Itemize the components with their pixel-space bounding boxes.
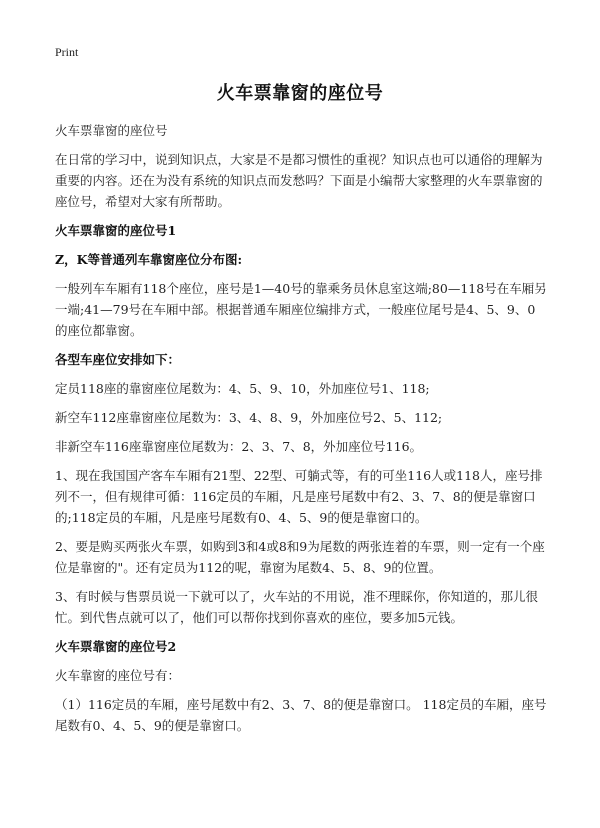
section-heading-1: 火车票靠窗的座位号1 <box>55 223 177 238</box>
page-title: 火车票靠窗的座位号 <box>216 83 384 104</box>
car-type-112-paragraph: 新空车112座靠窗座位尾数为：3、4、8、9，外加座位号2、5、112; <box>55 410 443 425</box>
article-body <box>55 120 547 744</box>
window-seat-intro-paragraph: 火车靠窗的座位号有： <box>55 668 181 683</box>
car-type-118-paragraph: 定员118座的靠窗座位尾数为：4、5、9、10，外加座位号1、118; <box>55 381 430 396</box>
intro-paragraph: 在日常的学习中，说到知识点，大家是不是都习惯性的重视？知识点也可以通俗的理解为重要的内容。还在为没有系统的知识点而发愁吗？下面是小编帮大家整理的火车票靠窗的座位号，希望对大家有所帮助。 <box>55 152 543 209</box>
car-type-116-paragraph: 非新空车116座靠窗座位尾数为：2、3、7、8，外加座位号116。 <box>55 439 423 454</box>
window-seat-item-1-paragraph: （1）116定员的车厢，座号尾数中有2、3、7、8的便是靠窗口。 118定员的车厢，座号尾数有0、4、5、9的便是靠窗口。 <box>55 697 547 733</box>
seat-distribution-paragraph: 一般列车车厢有118个座位，座号是1—40号的靠乘务员休息室这端;80—118号在车厢另一端;41—79号在车厢中部。根据普通车厢座位编排方式，一般座位尾号是4、5、9、0的座位都靠窗。 <box>55 281 547 338</box>
tip-1-paragraph: 1、现在我国国产客车车厢有21型、22型、可躺式等，有的可坐116人或118人，座号排列不一，但有规律可循：116定员的车厢，凡是座号尾数中有2、3、7、8的便是靠窗口的;118定员的车厢，凡是座号尾数有0、4、5、9的便是靠窗口的。 <box>55 468 543 525</box>
section-heading-2: 火车票靠窗的座位号2 <box>55 639 177 654</box>
subtitle-paragraph: 火车票靠窗的座位号 <box>55 123 168 138</box>
subheading-car-types: 各型车座位安排如下： <box>55 352 181 367</box>
tip-3-paragraph: 3、有时候与售票员说一下就可以了，火车站的不用说，准不理睬你，你知道的，那儿很忙。到代售点就可以了，他们可以帮你找到你喜欢的座位，要多加5元钱。 <box>55 589 538 625</box>
tip-2-paragraph: 2、要是购买两张火车票，如购到3和4或8和9为尾数的两张连着的车票，则一定有一个座位是靠窗的"。还有定员为112的呢，靠窗为尾数4、5、8、9的位置。 <box>55 539 545 575</box>
print-link[interactable]: Print <box>55 45 79 59</box>
subheading-seat-distribution: Z，K等普通列车靠窗座位分布图: <box>55 252 243 267</box>
